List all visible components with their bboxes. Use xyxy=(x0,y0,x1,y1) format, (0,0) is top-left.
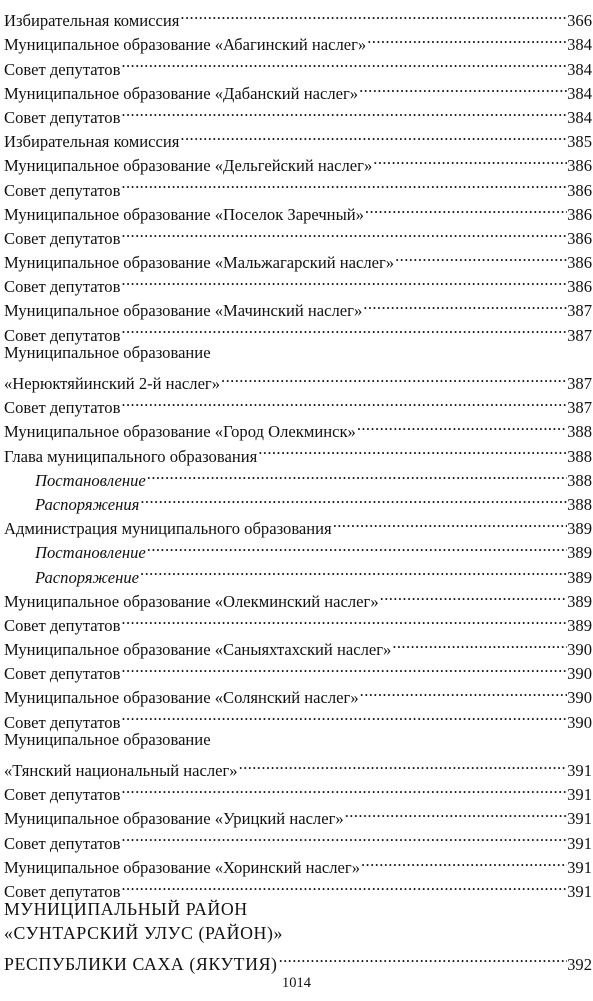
entry-title: Совет депутатов xyxy=(4,107,121,127)
dot-leader xyxy=(391,631,567,655)
entry-page-number: 391 xyxy=(567,785,592,805)
dot-leader xyxy=(364,196,567,220)
entry-title: Совет депутатов xyxy=(4,277,121,297)
toc-entry-line: Муниципальное образование xyxy=(4,729,211,749)
entry-title: Муниципальное образование «Поселок Заречный» xyxy=(4,204,364,224)
dot-leader xyxy=(120,316,567,340)
entry-page-number: 390 xyxy=(567,664,592,684)
entry-page-number: 389 xyxy=(567,519,592,539)
entry-title: Муниципальное образование «Саныяхтахский наслег» xyxy=(4,640,392,660)
entry-title: Совет депутатов xyxy=(4,664,121,684)
entry-page-number: 389 xyxy=(567,543,592,563)
entry-title: Муниципальное образование «Мачинский наслег» xyxy=(4,301,363,321)
toc-entry-line: «СУНТАРСКИЙ УЛУС (РАЙОН)» xyxy=(4,923,283,944)
entry-title: «Нерюктяйинский 2-й наслег» xyxy=(4,374,221,393)
entry-title: Избирательная комиссия xyxy=(4,132,180,152)
entry-title: Муниципальное образование «Дельгейский наслег» xyxy=(4,156,373,176)
entry-page-number: 384 xyxy=(567,59,592,79)
toc-entry xyxy=(4,2,592,31)
entry-title: Муниципальное образование «Урицкий наслег» xyxy=(4,809,344,829)
dot-leader xyxy=(362,292,567,316)
entry-page-number: 386 xyxy=(567,277,592,297)
entry-title: Муниципальное образование «Солянский наслег» xyxy=(4,688,359,708)
entry-title: Избирательная комиссия xyxy=(4,11,180,31)
entry-page-number: 391 xyxy=(567,761,592,780)
dot-leader xyxy=(146,534,567,558)
entry-page-number: 387 xyxy=(567,325,592,345)
dot-leader xyxy=(120,389,567,413)
entry-title: Совет депутатов xyxy=(4,615,121,635)
dot-leader xyxy=(120,171,567,195)
entry-title: Глава муниципального образования xyxy=(4,446,258,466)
page-number: 1014 xyxy=(282,975,311,991)
entry-title: Муниципальное образование «Олекминский наслег» xyxy=(4,591,379,611)
toc-entry xyxy=(4,752,592,780)
entry-page-number: 391 xyxy=(567,833,592,853)
dot-leader xyxy=(120,220,567,244)
entry-title: Совет депутатов xyxy=(4,398,121,418)
entry-page-number: 390 xyxy=(567,688,592,708)
dot-leader xyxy=(356,413,567,437)
entry-page-number: 366 xyxy=(567,11,592,31)
entry-title: Муниципальное образование «Абагинский наслег» xyxy=(4,35,367,55)
entry-page-number: 391 xyxy=(567,857,592,877)
entry-page-number: 388 xyxy=(567,446,592,466)
dot-leader xyxy=(120,873,567,897)
entry-page-number: 389 xyxy=(567,615,592,635)
dot-leader xyxy=(238,752,568,776)
dot-leader xyxy=(120,99,567,123)
entry-title: Распоряжение xyxy=(35,567,140,587)
dot-leader xyxy=(394,244,567,268)
entry-title: Муниципальное образование «Дабанский наслег» xyxy=(4,83,359,103)
entry-page-number: 388 xyxy=(567,422,592,442)
toc-entry-line: Муниципальное образование xyxy=(4,342,211,362)
dot-leader xyxy=(146,462,567,486)
entry-page-number: 391 xyxy=(567,881,592,901)
dot-leader xyxy=(359,679,567,703)
table-of-contents xyxy=(4,2,592,974)
entry-title: Распоряжения xyxy=(35,494,140,514)
dot-leader xyxy=(139,486,567,510)
dot-leader xyxy=(120,50,567,74)
dot-leader xyxy=(120,655,567,679)
entry-page-number: 387 xyxy=(567,398,592,418)
entry-title: Совет депутатов xyxy=(4,228,121,248)
entry-title: Совет депутатов xyxy=(4,180,121,200)
entry-page-number: 385 xyxy=(567,132,592,152)
entry-page-number: 390 xyxy=(567,640,592,660)
entry-page-number: 389 xyxy=(567,567,592,587)
dot-leader xyxy=(360,849,567,873)
entry-page-number: 386 xyxy=(567,204,592,224)
dot-leader xyxy=(379,583,567,607)
entry-title: Администрация муниципального образования xyxy=(4,519,332,539)
dot-leader xyxy=(120,607,567,631)
entry-page-number: 388 xyxy=(567,494,592,514)
toc-entry xyxy=(4,945,592,974)
entry-page-number: 389 xyxy=(567,591,592,611)
entry-page-number: 391 xyxy=(567,809,592,829)
dot-leader xyxy=(358,75,567,99)
entry-title: Муниципальное образование «Город Олекминск» xyxy=(4,422,356,442)
entry-title: Постановление xyxy=(35,470,146,490)
entry-page-number: 386 xyxy=(567,228,592,248)
entry-title: Совет депутатов xyxy=(4,881,121,901)
entry-page-number: 386 xyxy=(567,180,592,200)
entry-page-number: 386 xyxy=(567,156,592,176)
entry-page-number: 392 xyxy=(567,954,592,974)
dot-leader xyxy=(120,824,567,848)
dot-leader xyxy=(120,776,567,800)
entry-title: Совет депутатов xyxy=(4,833,121,853)
dot-leader xyxy=(344,800,567,824)
entry-page-number: 384 xyxy=(567,83,592,103)
dot-leader xyxy=(257,437,567,461)
dot-leader xyxy=(120,703,567,727)
dot-leader xyxy=(179,2,567,26)
dot-leader xyxy=(139,558,567,582)
entry-page-number: 384 xyxy=(567,35,592,55)
dot-leader xyxy=(366,26,567,50)
entry-title: Муниципальное образование «Мальжагарский наслег» xyxy=(4,253,395,273)
entry-title: РЕСПУБЛИКИ САХА (ЯКУТИЯ) xyxy=(4,953,278,974)
dot-leader xyxy=(372,147,567,171)
entry-page-number: 390 xyxy=(567,712,592,732)
dot-leader xyxy=(120,268,567,292)
entry-page-number: 384 xyxy=(567,107,592,127)
entry-title: Совет депутатов xyxy=(4,712,121,732)
dot-leader xyxy=(179,123,567,147)
entry-page-number: 388 xyxy=(567,470,592,490)
entry-title: Совет депутатов xyxy=(4,325,121,345)
toc-entry-line: МУНИЦИПАЛЬНЫЙ РАЙОН xyxy=(4,898,248,919)
entry-page-number: 387 xyxy=(567,301,592,321)
entry-page-number: 387 xyxy=(567,374,592,393)
entry-title: «Тянский национальный наслег» xyxy=(4,761,238,780)
toc-entry xyxy=(4,365,592,393)
dot-leader xyxy=(278,945,568,969)
dot-leader xyxy=(332,510,567,534)
entry-title: Совет депутатов xyxy=(4,785,121,805)
entry-title: Постановление xyxy=(35,543,146,563)
entry-title: Муниципальное образование «Хоринский наслег» xyxy=(4,857,360,877)
entry-title: Совет депутатов xyxy=(4,59,121,79)
entry-page-number: 386 xyxy=(567,253,592,273)
dot-leader xyxy=(220,365,567,389)
